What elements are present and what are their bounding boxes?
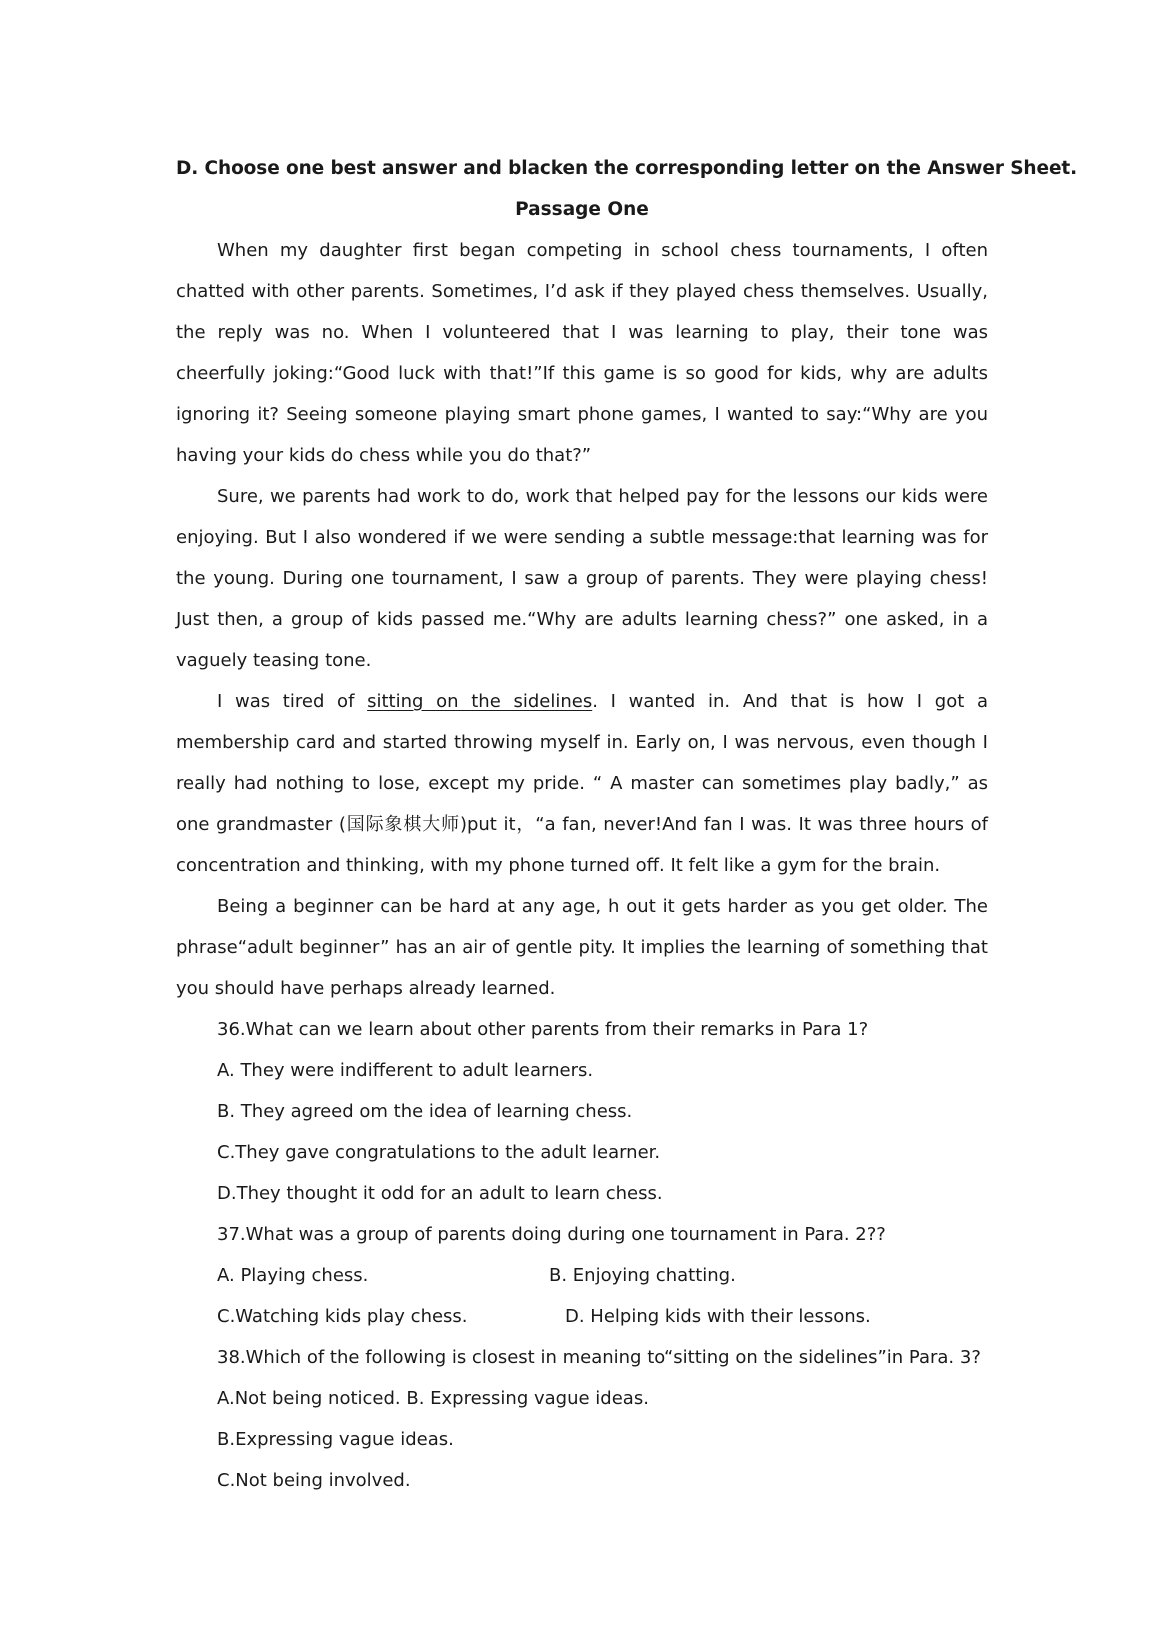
question-37-row-1 — [176, 1255, 988, 1296]
question-36-option-b: B. They agreed om the idea of learning chess. — [217, 1101, 633, 1122]
paragraph-2: Sure, we parents had work to do, work that helped pay for the lessons our kids were enjoying. But I also wondered if we were sending a subtle message:that learning was for the young. During one tournament, I saw a group of parents. They were playing chess! Just then, a group of kids passed me.“Why are adults learning chess?” one asked, in a vaguely teasing tone. — [176, 486, 988, 671]
paragraph-3-text-start: I was tired of — [217, 691, 368, 712]
question-36-option-c: C.They gave congratulations to the adult learner. — [217, 1142, 661, 1163]
document-page — [176, 148, 1078, 1501]
question-38-option-a: A.Not being noticed. B. Expressing vague ideas. — [217, 1388, 649, 1409]
section-heading: D. Choose one best answer and blacken the corresponding letter on the Answer Sheet. — [176, 158, 1078, 179]
paragraph-3-text-end: . I wanted in. And that is how I got a membership card and started throwing myself in. Early on, I was nervous, even though I really had nothing to lose, except my pride. “ A master can sometimes play badly,” as one grandmaster (国际象棋大师)put it，“a fan, never!And fan I was. It was three hours of concentration and thinking, with my phone turned off. It felt like a gym for the brain. — [176, 691, 988, 876]
paragraph-3 — [176, 681, 988, 886]
question-37-option-c: C.Watching kids play chess. — [217, 1306, 468, 1327]
question-38-stem: 38.Which of the following is closest in meaning to“sitting on the sidelines”in Para. 3? — [217, 1347, 981, 1368]
question-37-option-a: A. Playing chess. — [217, 1265, 369, 1286]
paragraph-4: Being a beginner can be hard at any age, h out it gets harder as you get older. The phrase“adult beginner” has an air of gentle pity. It implies the learning of something that you should have perhaps already learned. — [176, 896, 988, 999]
passage-title: Passage One — [515, 199, 649, 220]
question-37-stem: 37.What was a group of parents doing during one tournament in Para. 2?? — [217, 1224, 886, 1245]
paragraph-1: When my daughter first began competing in school chess tournaments, I often chatted with other parents. Sometimes, I’d ask if they played chess themselves. Usually, the reply was no. When I volunteered that I was learning to play, their tone was cheerfully joking:“Good luck with that!”If this game is so good for kids, why are adults ignoring it? Seeing someone playing smart phone games, I wanted to say:“Why are you having your kids do chess while you do that?” — [176, 240, 988, 466]
question-37-option-d: D. Helping kids with their lessons. — [565, 1306, 871, 1327]
question-37-row-2 — [176, 1296, 988, 1337]
underlined-phrase: sitting on the sidelines — [367, 691, 593, 712]
question-38-option-b: B.Expressing vague ideas. — [217, 1429, 454, 1450]
question-38-option-c: C.Not being involved. — [217, 1470, 411, 1491]
question-36-option-a: A. They were indifferent to adult learners. — [217, 1060, 594, 1081]
question-37-option-b: B. Enjoying chatting. — [549, 1265, 736, 1286]
question-36-stem: 36.What can we learn about other parents from their remarks in Para 1? — [217, 1019, 869, 1040]
question-36-option-d: D.They thought it odd for an adult to learn chess. — [217, 1183, 663, 1204]
